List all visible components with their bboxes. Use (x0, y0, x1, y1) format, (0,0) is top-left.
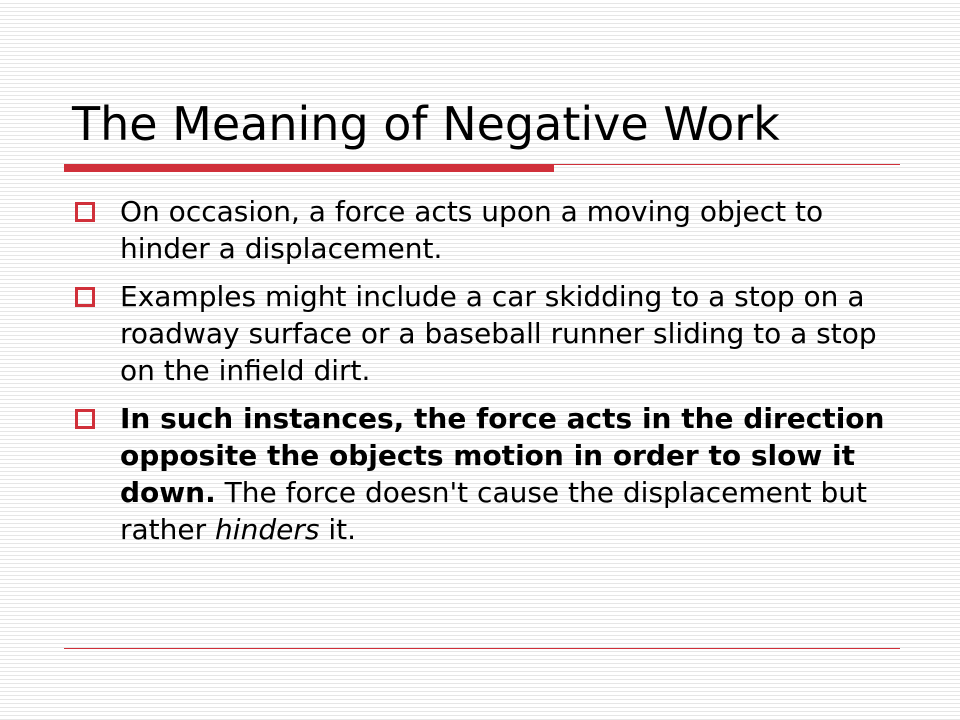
bullet-text: On occasion, a force acts upon a moving object to hinder a displacement. (120, 195, 824, 265)
footer-rule (64, 648, 900, 649)
title-underline-thick (64, 164, 554, 172)
hollow-square-icon (75, 202, 95, 222)
bullet-list (72, 193, 892, 559)
hollow-square-icon (75, 409, 95, 429)
title-underline-thin (554, 164, 900, 165)
bullet-item (72, 400, 892, 548)
bullet-text: The force doesn't cause the displacement but rather (120, 476, 868, 546)
bullet-text: Examples might include a car skidding to a stop on a roadway surface or a baseball runner sliding to a stop on the infield dirt. (120, 280, 877, 387)
bullet-item (72, 278, 892, 389)
hollow-square-icon (75, 287, 95, 307)
bullet-bold-text: In such instances, the force acts in the direction opposite the objects motion in order to slow it down. (120, 402, 885, 509)
slide-title: The Meaning of Negative Work (72, 97, 780, 151)
bullet-italic-text: hinders (215, 513, 320, 546)
bullet-text-end: it. (319, 513, 356, 546)
bullet-item (72, 193, 892, 267)
